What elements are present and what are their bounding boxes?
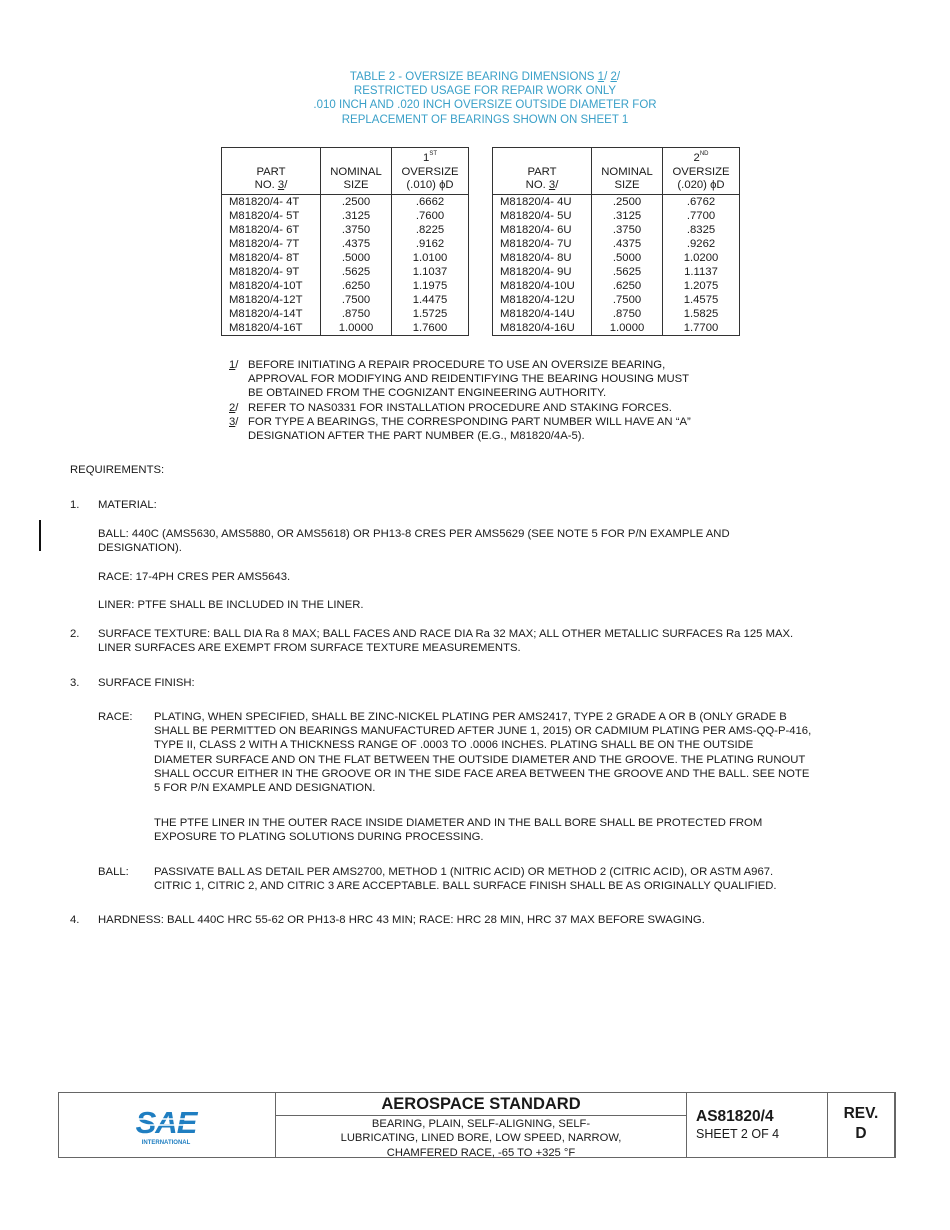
part-number-cell: M81820/4-10U: [493, 279, 592, 293]
table-row: [222, 265, 469, 279]
document-number-cell: [687, 1093, 828, 1157]
oversize-diameter-cell: .6662: [392, 194, 469, 209]
oversize-table-second: [492, 147, 740, 336]
part-number-cell: M81820/4- 9T: [222, 265, 321, 279]
nominal-size-cell: .3125: [321, 209, 392, 223]
revision-change-bar: [39, 520, 41, 551]
finish-ball: BALL: PASSIVATE BALL AS DETAIL PER AMS2700, METHOD 1 (NITRIC ACID) OR METHOD 2 (CITRIC ACID), OR ASTM A967. CITRIC 1, CITRIC 2, AND CITRIC 3 ARE ACCEPTABLE. BALL SURFACE FINISH SHALL BE AS ORIGINALLY QUALIFIED.: [98, 866, 777, 893]
svg-text:INTERNATIONAL: INTERNATIONAL: [141, 1140, 191, 1146]
nominal-size-cell: .8750: [592, 307, 663, 321]
nominal-size-cell: .6250: [592, 279, 663, 293]
oversize-diameter-cell: .9162: [392, 237, 469, 251]
table-row: [222, 194, 469, 209]
part-number-cell: M81820/4-10T: [222, 279, 321, 293]
material-ball: BALL: 440C (AMS5630, AMS5880, OR AMS5618) OR PH13-8 CRES PER AMS5629 (SEE NOTE 5 FOR P/N EXAMPLE AND DESIGNATION).: [98, 528, 730, 555]
standard-heading: AEROSPACE STANDARD: [276, 1093, 686, 1116]
requirement-hardness: 4. HARDNESS: BALL 440C HRC 55-62 OR PH13-8 HRC 43 MIN; RACE: HRC 28 MIN, HRC 37 MAX BEFORE SWAGING.: [70, 914, 705, 926]
table-row: [222, 251, 469, 265]
title-ref-2: 2: [610, 71, 617, 83]
oversize-diameter-cell: 1.1137: [663, 265, 740, 279]
nominal-size-cell: .2500: [321, 194, 392, 209]
table-row: [222, 321, 469, 336]
table-row: [493, 265, 740, 279]
table-row: [493, 223, 740, 237]
nominal-size-cell: .8750: [321, 307, 392, 321]
title-block: [58, 1092, 896, 1158]
requirement-surface-texture: 2. SURFACE TEXTURE: BALL DIA Ra 8 MAX; BALL FACES AND RACE DIA Ra 32 MAX; ALL OTHER METALLIC SURFACES Ra 125 MAX. LINER SURFACES ARE EXEMPT FROM SURFACE TEXTURE MEASUREMENTS.: [70, 628, 794, 655]
part-number-cell: M81820/4- 4T: [222, 194, 321, 209]
oversize-diameter-cell: .7700: [663, 209, 740, 223]
oversize-diameter-cell: .8225: [392, 223, 469, 237]
note-item: 1/ BEFORE INITIATING A REPAIR PROCEDURE TO USE AN OVERSIZE BEARING, APPROVAL FOR MODIFYING AND REIDENTIFYING THE BEARING HOUSING MUST BE OBTAINED FROM THE COGNIZANT ENGINEERING AUTHORITY.: [229, 359, 690, 400]
table-row: [493, 307, 740, 321]
nominal-size-cell: .6250: [321, 279, 392, 293]
note-item: 2/ REFER TO NAS0331 FOR INSTALLATION PROCEDURE AND STAKING FORCES.: [229, 401, 672, 414]
finish-race-label: RACE:: [98, 711, 133, 723]
nominal-size-cell: .5625: [592, 265, 663, 279]
part-number-cell: M81820/4-16T: [222, 321, 321, 336]
table-header-row: [222, 148, 469, 195]
nominal-size-cell: .7500: [321, 293, 392, 307]
col-header-nominal: NOMINAL SIZE: [321, 148, 392, 195]
table-row: [222, 209, 469, 223]
part-number-cell: M81820/4- 7T: [222, 237, 321, 251]
table-row: [222, 237, 469, 251]
nominal-size-cell: .4375: [592, 237, 663, 251]
requirements-heading: REQUIREMENTS:: [70, 464, 165, 476]
note-item: 3/ FOR TYPE A BEARINGS, THE CORRESPONDING PART NUMBER WILL HAVE AN “A” DESIGNATION AFTER THE PART NUMBER (E.G., M81820/4A-5).: [229, 415, 691, 443]
nominal-size-cell: .5000: [321, 251, 392, 265]
table-title: [0, 70, 950, 127]
oversize-diameter-cell: 1.1975: [392, 279, 469, 293]
revision-label: REV.: [843, 1105, 879, 1122]
part-number-cell: M81820/4- 4U: [493, 194, 592, 209]
oversize-diameter-cell: 1.0200: [663, 251, 740, 265]
table-row: [493, 209, 740, 223]
part-number-cell: M81820/4- 5T: [222, 209, 321, 223]
finish-ball-label: BALL:: [98, 866, 129, 878]
nominal-size-cell: .2500: [592, 194, 663, 209]
revision-value: D: [855, 1125, 867, 1142]
nominal-size-cell: .7500: [592, 293, 663, 307]
svg-text:SAE: SAE: [135, 1105, 197, 1140]
nominal-size-cell: .4375: [321, 237, 392, 251]
requirement-surface-finish: 3. SURFACE FINISH:: [70, 677, 195, 689]
oversize-diameter-cell: 1.7700: [663, 321, 740, 336]
col-header-part: PART NO. 3/: [222, 148, 321, 195]
part-number-cell: M81820/4- 6U: [493, 223, 592, 237]
sae-logo: [59, 1093, 276, 1157]
table-row: [493, 279, 740, 293]
title-line-4: REPLACEMENT OF BEARINGS SHOWN ON SHEET 1: [341, 113, 629, 126]
oversize-diameter-cell: 1.1037: [392, 265, 469, 279]
col-header-oversize: 1ST OVERSIZE (.010) ϕD: [392, 148, 469, 195]
sae-logo-icon: [132, 1103, 202, 1147]
nominal-size-cell: .3125: [592, 209, 663, 223]
nominal-size-cell: .3750: [592, 223, 663, 237]
oversize-diameter-cell: .9262: [663, 237, 740, 251]
table-notes: [229, 358, 789, 443]
part-number-cell: M81820/4-12U: [493, 293, 592, 307]
part-number-cell: M81820/4- 8U: [493, 251, 592, 265]
material-liner: LINER: PTFE SHALL BE INCLUDED IN THE LINER.: [98, 599, 364, 611]
col-header-oversize: 2ND OVERSIZE (.020) ϕD: [663, 148, 740, 195]
title-line-3: .010 INCH AND .020 INCH OVERSIZE OUTSIDE DIAMETER FOR: [313, 99, 657, 112]
part-number-cell: M81820/4-12T: [222, 293, 321, 307]
part-number-cell: M81820/4- 5U: [493, 209, 592, 223]
finish-race: RACE: PLATING, WHEN SPECIFIED, SHALL BE ZINC-NICKEL PLATING PER AMS2417, TYPE 2 GRADE A OR B (ONLY GRADE B SHALL BE PERMITTED ON BEARINGS MANUFACTURED AFTER JUNE 1, 2015) OR CADMIUM PLATING PER AMS-QQ-P-416, TYPE II, CLASS 2 WITH A THICKNESS RANGE OF .0003 TO .0006 INCHES. PLATING SHALL BE ON THE OUTSIDE DIAMETER SURFACE AND ON THE FLAT BETWEEN THE OUTSIDE DIAMETER AND THE GROOVE. THE PLATING RUNOUT SHALL OCCUR EITHER IN THE GROOVE OR IN THE SIDE FACE AREA BETWEEN THE GROOVE AND THE BALL. SEE NOTE 5 FOR P/N EXAMPLE AND DESIGNATION.: [98, 711, 812, 795]
oversize-table-first: [221, 147, 469, 336]
part-number-cell: M81820/4-14T: [222, 307, 321, 321]
table-row: [222, 279, 469, 293]
oversize-diameter-cell: 1.2075: [663, 279, 740, 293]
document-description: BEARING, PLAIN, SELF-ALIGNING, SELF- LUBRICATING, LINED BORE, LOW SPEED, NARROW, CHAMFERED RACE, -65 TO +325 °F: [340, 1118, 622, 1159]
nominal-size-cell: .5625: [321, 265, 392, 279]
table-row: [222, 307, 469, 321]
col-header-nominal: NOMINAL SIZE: [592, 148, 663, 195]
table-row: [493, 251, 740, 265]
sheet-number: SHEET 2 OF 4: [696, 1127, 780, 1141]
oversize-diameter-cell: .6762: [663, 194, 740, 209]
nominal-size-cell: 1.0000: [592, 321, 663, 336]
table-row: [222, 293, 469, 307]
oversize-diameter-cell: .7600: [392, 209, 469, 223]
title-line-2: RESTRICTED USAGE FOR REPAIR WORK ONLY: [353, 85, 617, 98]
oversize-diameter-cell: 1.4475: [392, 293, 469, 307]
part-number-cell: M81820/4-16U: [493, 321, 592, 336]
table-row: [493, 293, 740, 307]
oversize-diameter-cell: 1.4575: [663, 293, 740, 307]
title-ref-1: 1: [597, 71, 605, 83]
material-title: MATERIAL:: [98, 499, 157, 511]
finish-race-liner-protection: THE PTFE LINER IN THE OUTER RACE INSIDE DIAMETER AND IN THE BALL BORE SHALL BE PROTECTED FROM EXPOSURE TO PLATING SOLUTIONS DURING PROCESSING.: [154, 817, 763, 844]
table-header-row: [493, 148, 740, 195]
table-row: [222, 223, 469, 237]
table-row: [493, 194, 740, 209]
part-number-cell: M81820/4- 8T: [222, 251, 321, 265]
oversize-diameter-cell: .8325: [663, 223, 740, 237]
table-row: [493, 237, 740, 251]
part-number-cell: M81820/4- 7U: [493, 237, 592, 251]
document-number: AS81820/4: [696, 1108, 774, 1125]
part-number-cell: M81820/4-14U: [493, 307, 592, 321]
nominal-size-cell: .5000: [592, 251, 663, 265]
oversize-diameter-cell: 1.7600: [392, 321, 469, 336]
document-title: [276, 1093, 687, 1157]
oversize-diameter-cell: 1.5725: [392, 307, 469, 321]
part-number-cell: M81820/4- 9U: [493, 265, 592, 279]
oversize-diameter-cell: 1.0100: [392, 251, 469, 265]
material-race: RACE: 17-4PH CRES PER AMS5643.: [98, 571, 291, 583]
revision-cell: [828, 1093, 895, 1157]
title-line-1: TABLE 2 - OVERSIZE BEARING DIMENSIONS 1/ 2/: [349, 71, 621, 83]
nominal-size-cell: .3750: [321, 223, 392, 237]
part-number-cell: M81820/4- 6T: [222, 223, 321, 237]
requirement-material: 1. MATERIAL:: [70, 499, 157, 511]
col-header-part: PART NO. 3/: [493, 148, 592, 195]
nominal-size-cell: 1.0000: [321, 321, 392, 336]
table-row: [493, 321, 740, 336]
oversize-diameter-cell: 1.5825: [663, 307, 740, 321]
